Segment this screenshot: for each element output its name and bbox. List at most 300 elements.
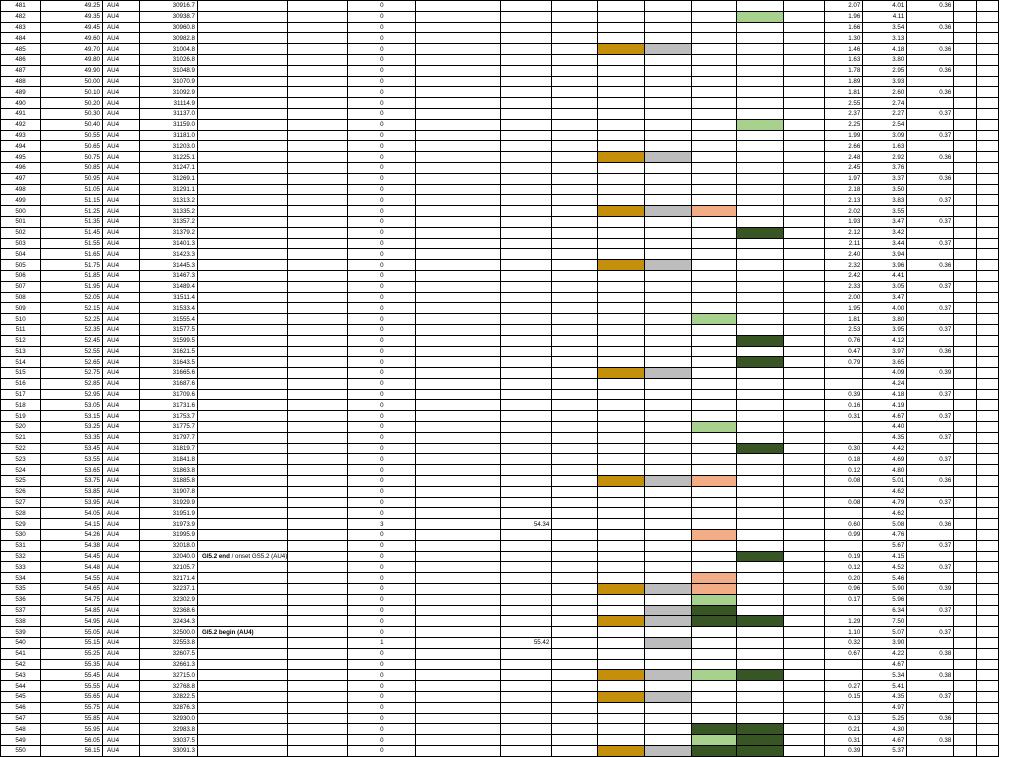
note-cell bbox=[198, 152, 288, 163]
note-cell bbox=[198, 216, 288, 227]
empty-cell bbox=[416, 378, 501, 389]
swatch-empty-cell bbox=[692, 411, 737, 422]
swatch-empty-cell bbox=[692, 141, 737, 152]
core-cell: AU4 bbox=[103, 530, 140, 541]
empty-cell bbox=[977, 735, 999, 746]
count-cell: 0 bbox=[348, 130, 416, 141]
empty-cell bbox=[288, 270, 348, 281]
age-cell: 31203.0 bbox=[140, 141, 198, 152]
swatch-empty-cell bbox=[598, 249, 645, 260]
value3-cell bbox=[907, 702, 954, 713]
swatch-empty-cell bbox=[692, 648, 737, 659]
table-row bbox=[1, 497, 999, 508]
empty-cell bbox=[977, 422, 999, 433]
row-id-cell: 511 bbox=[1, 324, 41, 335]
depth-cell: 49.45 bbox=[41, 22, 103, 33]
note-cell bbox=[198, 98, 288, 109]
row-id-cell: 486 bbox=[1, 54, 41, 65]
value3-cell: 0.36 bbox=[907, 476, 954, 487]
swatch-empty-cell bbox=[598, 76, 645, 87]
row-id-cell: 493 bbox=[1, 130, 41, 141]
empty-cell bbox=[784, 162, 825, 173]
note-cell bbox=[198, 562, 288, 573]
swatch-empty-cell bbox=[737, 692, 784, 703]
empty-cell bbox=[416, 206, 501, 217]
extra-value-cell bbox=[501, 292, 552, 303]
table-row bbox=[1, 281, 999, 292]
grey-fill bbox=[645, 670, 692, 681]
empty-cell bbox=[552, 238, 598, 249]
swatch-empty-cell bbox=[645, 702, 692, 713]
row-id-cell: 523 bbox=[1, 454, 41, 465]
empty-cell bbox=[784, 238, 825, 249]
table-row bbox=[1, 357, 999, 368]
swatch-empty-cell bbox=[645, 54, 692, 65]
empty-cell bbox=[954, 573, 977, 584]
empty-cell bbox=[784, 422, 825, 433]
core-cell: AU4 bbox=[103, 335, 140, 346]
value1-cell: 0.21 bbox=[825, 724, 863, 735]
empty-cell bbox=[954, 184, 977, 195]
value3-cell bbox=[907, 616, 954, 627]
empty-cell bbox=[552, 227, 598, 238]
empty-cell bbox=[784, 1, 825, 12]
value1-cell: 1.10 bbox=[825, 627, 863, 638]
value2-cell: 5.67 bbox=[863, 540, 907, 551]
row-id-cell: 484 bbox=[1, 33, 41, 44]
note-cell bbox=[198, 357, 288, 368]
note-cell bbox=[198, 465, 288, 476]
depth-cell: 50.55 bbox=[41, 130, 103, 141]
depth-cell: 54.85 bbox=[41, 605, 103, 616]
count-cell: 0 bbox=[348, 476, 416, 487]
value1-cell: 2.11 bbox=[825, 238, 863, 249]
swatch-empty-cell bbox=[692, 108, 737, 119]
empty-cell bbox=[288, 735, 348, 746]
age-cell: 31467.3 bbox=[140, 270, 198, 281]
depth-cell: 54.48 bbox=[41, 562, 103, 573]
depth-cell: 54.15 bbox=[41, 519, 103, 530]
age-cell: 31599.5 bbox=[140, 335, 198, 346]
table-row bbox=[1, 659, 999, 670]
swatch-empty-cell bbox=[737, 141, 784, 152]
swatch-empty-cell bbox=[692, 378, 737, 389]
extra-value-cell bbox=[501, 76, 552, 87]
swatch-empty-cell bbox=[598, 195, 645, 206]
swatch-empty-cell bbox=[645, 465, 692, 476]
row-id-cell: 539 bbox=[1, 627, 41, 638]
core-cell: AU4 bbox=[103, 476, 140, 487]
value3-cell bbox=[907, 659, 954, 670]
table-row bbox=[1, 33, 999, 44]
table-row bbox=[1, 195, 999, 206]
row-id-cell: 540 bbox=[1, 638, 41, 649]
empty-cell bbox=[416, 530, 501, 541]
swatch-empty-cell bbox=[645, 314, 692, 325]
swatch-empty-cell bbox=[692, 152, 737, 163]
count-cell: 3 bbox=[348, 519, 416, 530]
empty-cell bbox=[288, 227, 348, 238]
empty-cell bbox=[416, 411, 501, 422]
row-id-cell: 526 bbox=[1, 486, 41, 497]
empty-cell bbox=[954, 508, 977, 519]
swatch-empty-cell bbox=[598, 357, 645, 368]
note-cell: GI5.2 begin (AU4) bbox=[198, 627, 288, 638]
note-cell bbox=[198, 76, 288, 87]
empty-cell bbox=[954, 465, 977, 476]
depth-cell: 49.25 bbox=[41, 1, 103, 12]
empty-cell bbox=[784, 616, 825, 627]
empty-cell bbox=[954, 65, 977, 76]
swatch-empty-cell bbox=[645, 65, 692, 76]
empty-cell bbox=[977, 713, 999, 724]
swatch-empty-cell bbox=[692, 368, 737, 379]
value3-cell bbox=[907, 745, 954, 756]
extra-value-cell bbox=[501, 87, 552, 98]
row-id-cell: 516 bbox=[1, 378, 41, 389]
swatch-empty-cell bbox=[737, 476, 784, 487]
empty-cell bbox=[977, 443, 999, 454]
count-cell: 0 bbox=[348, 465, 416, 476]
value2-cell: 2.60 bbox=[863, 87, 907, 98]
empty-cell bbox=[977, 54, 999, 65]
swatch-empty-cell bbox=[737, 508, 784, 519]
swatch-empty-cell bbox=[737, 54, 784, 65]
core-cell: AU4 bbox=[103, 551, 140, 562]
table-row bbox=[1, 65, 999, 76]
note-cell bbox=[198, 476, 288, 487]
note-cell bbox=[198, 378, 288, 389]
value2-cell: 3.47 bbox=[863, 292, 907, 303]
count-cell: 0 bbox=[348, 152, 416, 163]
value3-cell bbox=[907, 357, 954, 368]
value1-cell: 0.19 bbox=[825, 551, 863, 562]
empty-cell bbox=[552, 573, 598, 584]
empty-cell bbox=[288, 540, 348, 551]
note-cell bbox=[198, 594, 288, 605]
swatch-empty-cell bbox=[737, 486, 784, 497]
age-cell: 31159.0 bbox=[140, 119, 198, 130]
empty-cell bbox=[977, 616, 999, 627]
row-id-cell: 496 bbox=[1, 162, 41, 173]
empty-cell bbox=[784, 378, 825, 389]
row-id-cell: 548 bbox=[1, 724, 41, 735]
swatch-empty-cell bbox=[737, 702, 784, 713]
extra-value-cell: 55.42 bbox=[501, 638, 552, 649]
value3-cell: 0.37 bbox=[907, 562, 954, 573]
empty-cell bbox=[977, 162, 999, 173]
empty-cell bbox=[288, 260, 348, 271]
count-cell: 0 bbox=[348, 497, 416, 508]
age-cell: 31511.4 bbox=[140, 292, 198, 303]
row-id-cell: 502 bbox=[1, 227, 41, 238]
empty-cell bbox=[416, 562, 501, 573]
table-row bbox=[1, 594, 999, 605]
dark-green-fill bbox=[737, 735, 784, 746]
swatch-empty-cell bbox=[737, 519, 784, 530]
empty-cell bbox=[552, 130, 598, 141]
light-green-fill bbox=[692, 670, 737, 681]
table-row bbox=[1, 530, 999, 541]
row-id-cell: 489 bbox=[1, 87, 41, 98]
depth-cell: 53.65 bbox=[41, 465, 103, 476]
count-cell: 0 bbox=[348, 670, 416, 681]
row-id-cell: 490 bbox=[1, 98, 41, 109]
count-cell: 0 bbox=[348, 443, 416, 454]
value3-cell bbox=[907, 486, 954, 497]
value3-cell: 0.37 bbox=[907, 454, 954, 465]
empty-cell bbox=[288, 249, 348, 260]
row-id-cell: 509 bbox=[1, 303, 41, 314]
empty-cell bbox=[784, 33, 825, 44]
value3-cell bbox=[907, 551, 954, 562]
empty-cell bbox=[954, 627, 977, 638]
age-cell: 32105.7 bbox=[140, 562, 198, 573]
row-id-cell: 550 bbox=[1, 745, 41, 756]
table-row bbox=[1, 54, 999, 65]
value2-cell: 4.15 bbox=[863, 551, 907, 562]
depth-cell: 52.75 bbox=[41, 368, 103, 379]
value2-cell: 4.67 bbox=[863, 735, 907, 746]
swatch-empty-cell bbox=[645, 1, 692, 12]
swatch-empty-cell bbox=[737, 400, 784, 411]
value1-cell bbox=[825, 605, 863, 616]
core-cell: AU4 bbox=[103, 508, 140, 519]
empty-cell bbox=[784, 530, 825, 541]
swatch-empty-cell bbox=[692, 627, 737, 638]
core-cell: AU4 bbox=[103, 227, 140, 238]
empty-cell bbox=[416, 745, 501, 756]
empty-cell bbox=[288, 378, 348, 389]
core-cell: AU4 bbox=[103, 173, 140, 184]
row-id-cell: 525 bbox=[1, 476, 41, 487]
value2-cell: 6.34 bbox=[863, 605, 907, 616]
value2-cell: 3.44 bbox=[863, 238, 907, 249]
empty-cell bbox=[288, 400, 348, 411]
value3-cell: 0.36 bbox=[907, 346, 954, 357]
swatch-empty-cell bbox=[737, 605, 784, 616]
swatch-empty-cell bbox=[737, 465, 784, 476]
table-row bbox=[1, 540, 999, 551]
swatch-empty-cell bbox=[737, 292, 784, 303]
extra-value-cell bbox=[501, 551, 552, 562]
swatch-empty-cell bbox=[737, 411, 784, 422]
row-id-cell: 542 bbox=[1, 659, 41, 670]
swatch-empty-cell bbox=[692, 465, 737, 476]
age-cell: 31357.2 bbox=[140, 216, 198, 227]
value1-cell: 0.13 bbox=[825, 713, 863, 724]
empty-cell bbox=[288, 627, 348, 638]
empty-cell bbox=[954, 357, 977, 368]
core-cell: AU4 bbox=[103, 432, 140, 443]
note-cell bbox=[198, 540, 288, 551]
swatch-empty-cell bbox=[645, 713, 692, 724]
swatch-empty-cell bbox=[737, 108, 784, 119]
core-cell: AU4 bbox=[103, 44, 140, 55]
empty-cell bbox=[954, 411, 977, 422]
swatch-empty-cell bbox=[737, 65, 784, 76]
extra-value-cell bbox=[501, 54, 552, 65]
depth-cell: 55.75 bbox=[41, 702, 103, 713]
swatch-empty-cell bbox=[692, 184, 737, 195]
empty-cell bbox=[552, 508, 598, 519]
empty-cell bbox=[977, 692, 999, 703]
extra-value-cell bbox=[501, 573, 552, 584]
swatch-empty-cell bbox=[737, 162, 784, 173]
core-cell: AU4 bbox=[103, 594, 140, 605]
empty-cell bbox=[552, 270, 598, 281]
value2-cell: 3.37 bbox=[863, 173, 907, 184]
value2-cell: 3.93 bbox=[863, 76, 907, 87]
value3-cell bbox=[907, 335, 954, 346]
empty-cell bbox=[977, 681, 999, 692]
value1-cell: 0.39 bbox=[825, 389, 863, 400]
age-cell: 31753.7 bbox=[140, 411, 198, 422]
age-cell: 31555.4 bbox=[140, 314, 198, 325]
core-cell: AU4 bbox=[103, 292, 140, 303]
value2-cell: 5.34 bbox=[863, 670, 907, 681]
empty-cell bbox=[552, 281, 598, 292]
row-id-cell: 485 bbox=[1, 44, 41, 55]
core-cell: AU4 bbox=[103, 98, 140, 109]
value1-cell: 1.81 bbox=[825, 314, 863, 325]
core-cell: AU4 bbox=[103, 627, 140, 638]
empty-cell bbox=[784, 130, 825, 141]
note-cell bbox=[198, 184, 288, 195]
swatch-empty-cell bbox=[737, 681, 784, 692]
depth-cell: 50.20 bbox=[41, 98, 103, 109]
extra-value-cell bbox=[501, 432, 552, 443]
core-cell: AU4 bbox=[103, 735, 140, 746]
table-row bbox=[1, 335, 999, 346]
swatch-empty-cell bbox=[598, 335, 645, 346]
age-cell: 33037.5 bbox=[140, 735, 198, 746]
core-cell: AU4 bbox=[103, 249, 140, 260]
value2-cell: 3.05 bbox=[863, 281, 907, 292]
empty-cell bbox=[416, 422, 501, 433]
value3-cell bbox=[907, 119, 954, 130]
empty-cell bbox=[954, 713, 977, 724]
age-cell: 33091.3 bbox=[140, 745, 198, 756]
row-id-cell: 507 bbox=[1, 281, 41, 292]
value1-cell: 2.37 bbox=[825, 108, 863, 119]
empty-cell bbox=[977, 562, 999, 573]
extra-value-cell: 54.34 bbox=[501, 519, 552, 530]
empty-cell bbox=[784, 627, 825, 638]
empty-cell bbox=[977, 702, 999, 713]
age-cell: 32822.5 bbox=[140, 692, 198, 703]
value2-cell: 3.76 bbox=[863, 162, 907, 173]
empty-cell bbox=[416, 605, 501, 616]
extra-value-cell bbox=[501, 173, 552, 184]
empty-cell bbox=[288, 432, 348, 443]
empty-cell bbox=[784, 108, 825, 119]
empty-cell bbox=[977, 249, 999, 260]
extra-value-cell bbox=[501, 497, 552, 508]
depth-cell: 54.05 bbox=[41, 508, 103, 519]
row-id-cell: 533 bbox=[1, 562, 41, 573]
empty-cell bbox=[954, 173, 977, 184]
empty-cell bbox=[784, 335, 825, 346]
swatch-empty-cell bbox=[737, 627, 784, 638]
age-cell: 31181.0 bbox=[140, 130, 198, 141]
empty-cell bbox=[784, 119, 825, 130]
empty-cell bbox=[784, 389, 825, 400]
empty-cell bbox=[784, 681, 825, 692]
value2-cell: 4.30 bbox=[863, 724, 907, 735]
value1-cell: 1.99 bbox=[825, 130, 863, 141]
value3-cell bbox=[907, 422, 954, 433]
age-cell: 31533.4 bbox=[140, 303, 198, 314]
empty-cell bbox=[552, 65, 598, 76]
age-cell: 32368.6 bbox=[140, 605, 198, 616]
count-cell: 0 bbox=[348, 594, 416, 605]
empty-cell bbox=[288, 335, 348, 346]
empty-cell bbox=[416, 216, 501, 227]
core-cell: AU4 bbox=[103, 454, 140, 465]
extra-value-cell bbox=[501, 411, 552, 422]
extra-value-cell bbox=[501, 184, 552, 195]
table-row bbox=[1, 206, 999, 217]
age-cell: 32171.4 bbox=[140, 573, 198, 584]
gold-fill bbox=[598, 260, 645, 271]
depth-cell: 52.45 bbox=[41, 335, 103, 346]
empty-cell bbox=[977, 368, 999, 379]
depth-cell: 51.95 bbox=[41, 281, 103, 292]
table-row bbox=[1, 551, 999, 562]
swatch-empty-cell bbox=[598, 378, 645, 389]
value2-cell: 4.12 bbox=[863, 335, 907, 346]
swatch-empty-cell bbox=[692, 162, 737, 173]
swatch-empty-cell bbox=[692, 195, 737, 206]
empty-cell bbox=[784, 551, 825, 562]
swatch-empty-cell bbox=[737, 238, 784, 249]
light-green-fill bbox=[692, 314, 737, 325]
swatch-empty-cell bbox=[737, 422, 784, 433]
light-green-fill bbox=[692, 735, 737, 746]
core-cell: AU4 bbox=[103, 670, 140, 681]
swatch-empty-cell bbox=[598, 627, 645, 638]
swatch-empty-cell bbox=[692, 292, 737, 303]
row-id-cell: 506 bbox=[1, 270, 41, 281]
extra-value-cell bbox=[501, 303, 552, 314]
empty-cell bbox=[784, 44, 825, 55]
core-cell: AU4 bbox=[103, 76, 140, 87]
count-cell: 0 bbox=[348, 692, 416, 703]
table-row bbox=[1, 314, 999, 325]
count-cell: 0 bbox=[348, 195, 416, 206]
empty-cell bbox=[288, 324, 348, 335]
age-cell: 31841.8 bbox=[140, 454, 198, 465]
count-cell: 0 bbox=[348, 573, 416, 584]
table-row bbox=[1, 400, 999, 411]
value3-cell bbox=[907, 98, 954, 109]
core-cell: AU4 bbox=[103, 195, 140, 206]
empty-cell bbox=[954, 422, 977, 433]
note-cell bbox=[198, 486, 288, 497]
empty-cell bbox=[416, 324, 501, 335]
empty-cell bbox=[977, 206, 999, 217]
note-cell bbox=[198, 389, 288, 400]
count-cell: 0 bbox=[348, 702, 416, 713]
empty-cell bbox=[552, 324, 598, 335]
count-cell: 0 bbox=[348, 400, 416, 411]
value1-cell: 2.32 bbox=[825, 260, 863, 271]
swatch-empty-cell bbox=[645, 573, 692, 584]
empty-cell bbox=[954, 98, 977, 109]
empty-cell bbox=[552, 195, 598, 206]
empty-cell bbox=[977, 389, 999, 400]
